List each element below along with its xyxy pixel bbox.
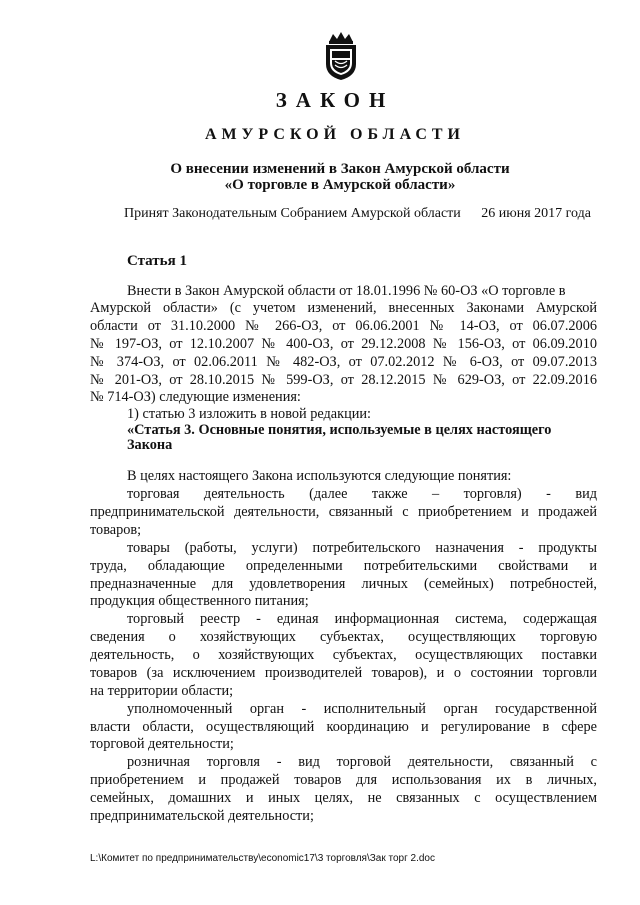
body-line: предпринимательской деятельности, связанный с приобретением и продажей [90, 504, 597, 520]
body-line: торговой деятельности; [90, 736, 234, 752]
body-line: 1) статью 3 изложить в новой редакции: [127, 406, 372, 422]
body-line: № 714-ОЗ) следующие изменения: [90, 389, 301, 405]
body-line: предпринимательской деятельности; [90, 808, 314, 824]
adoption-line [124, 206, 591, 222]
subtitle-line-2: «О торговле в Амурской области» [224, 177, 456, 193]
body-line: труда, обладающие определенными потребительскими свойствами и [90, 558, 597, 574]
body-line: на территории области; [90, 683, 234, 699]
footer-file-path: L:\Комитет по предпринимательству\economic17\3 торговля\Зак торг 2.doc [90, 853, 435, 864]
body-line: товаров (за исключением производителей товаров), и о состоянии торговли [90, 665, 597, 681]
document-title: ЗАКОН [275, 88, 395, 112]
body-line: деятельность, о хозяйствующих субъектах, осуществляющих поставки [90, 647, 597, 663]
body-line: № 197-ОЗ, от 12.10.2007 № 400-ОЗ, от 29.12.2008 № 156-ОЗ, от 06.09.2010 [90, 336, 597, 352]
body-line: товаров; [90, 522, 142, 538]
coat-of-arms-icon [321, 30, 361, 82]
body-line: торговый реестр - единая информационная система, содержащая [127, 611, 597, 627]
body-line: № 201-ОЗ, от 28.10.2015 № 599-ОЗ, от 28.12.2015 № 629-ОЗ, от 22.09.2016 [90, 372, 597, 388]
adopted-date: 26 июня 2017 года [481, 206, 591, 221]
body-line: семейных, домашних и иных целях, не связанных с осуществлением [90, 790, 597, 806]
body-line: власти области, осуществляющий координацию и регулирование в сфере [90, 719, 597, 735]
region-title: АМУРСКОЙ ОБЛАСТИ [205, 126, 465, 143]
body-line: приобретением и продажей товаров для использования их в личных, [90, 772, 597, 788]
body-line: области от 31.10.2000 № 266-ОЗ, от 06.06.2001 № 14-ОЗ, от 06.07.2006 [90, 318, 597, 334]
body-line: сведения о хозяйствующих субъектах, осуществляющих торговую [90, 629, 597, 645]
body-line: № 374-ОЗ, от 02.06.2011 № 482-ОЗ, от 07.02.2012 № 6-ОЗ, от 09.07.2013 [90, 354, 597, 370]
body-line-bold: Закона [127, 437, 173, 453]
adopted-by: Принят Законодательным Собранием Амурской области [124, 206, 461, 221]
body-line: Внести в Закон Амурской области от 18.01.1996 № 60-ОЗ «О торговле в [127, 283, 566, 299]
body-line: уполномоченный орган - исполнительный орган государственной [127, 701, 597, 717]
subtitle-line-1: О внесении изменений в Закон Амурской области [170, 161, 510, 177]
body-line: розничная торговля - вид торговой деятельности, связанный с [127, 754, 597, 770]
body-line: предназначенные для удовлетворения личных (семейных) потребностей, [90, 576, 597, 592]
body-line: продукция общественного питания; [90, 593, 309, 609]
body-line: Амурской области» (с учетом изменений, внесенных Законами Амурской [90, 300, 597, 316]
body-line: товары (работы, услуги) потребительского назначения - продукты [127, 540, 597, 556]
body-line: В целях настоящего Закона используются следующие понятия: [127, 468, 512, 484]
body-line-bold: «Статья 3. Основные понятия, используемые в целях настоящего [127, 422, 552, 438]
body-line: торговая деятельность (далее также – торговля) - вид [127, 486, 597, 502]
article-heading: Статья 1 [127, 253, 187, 269]
